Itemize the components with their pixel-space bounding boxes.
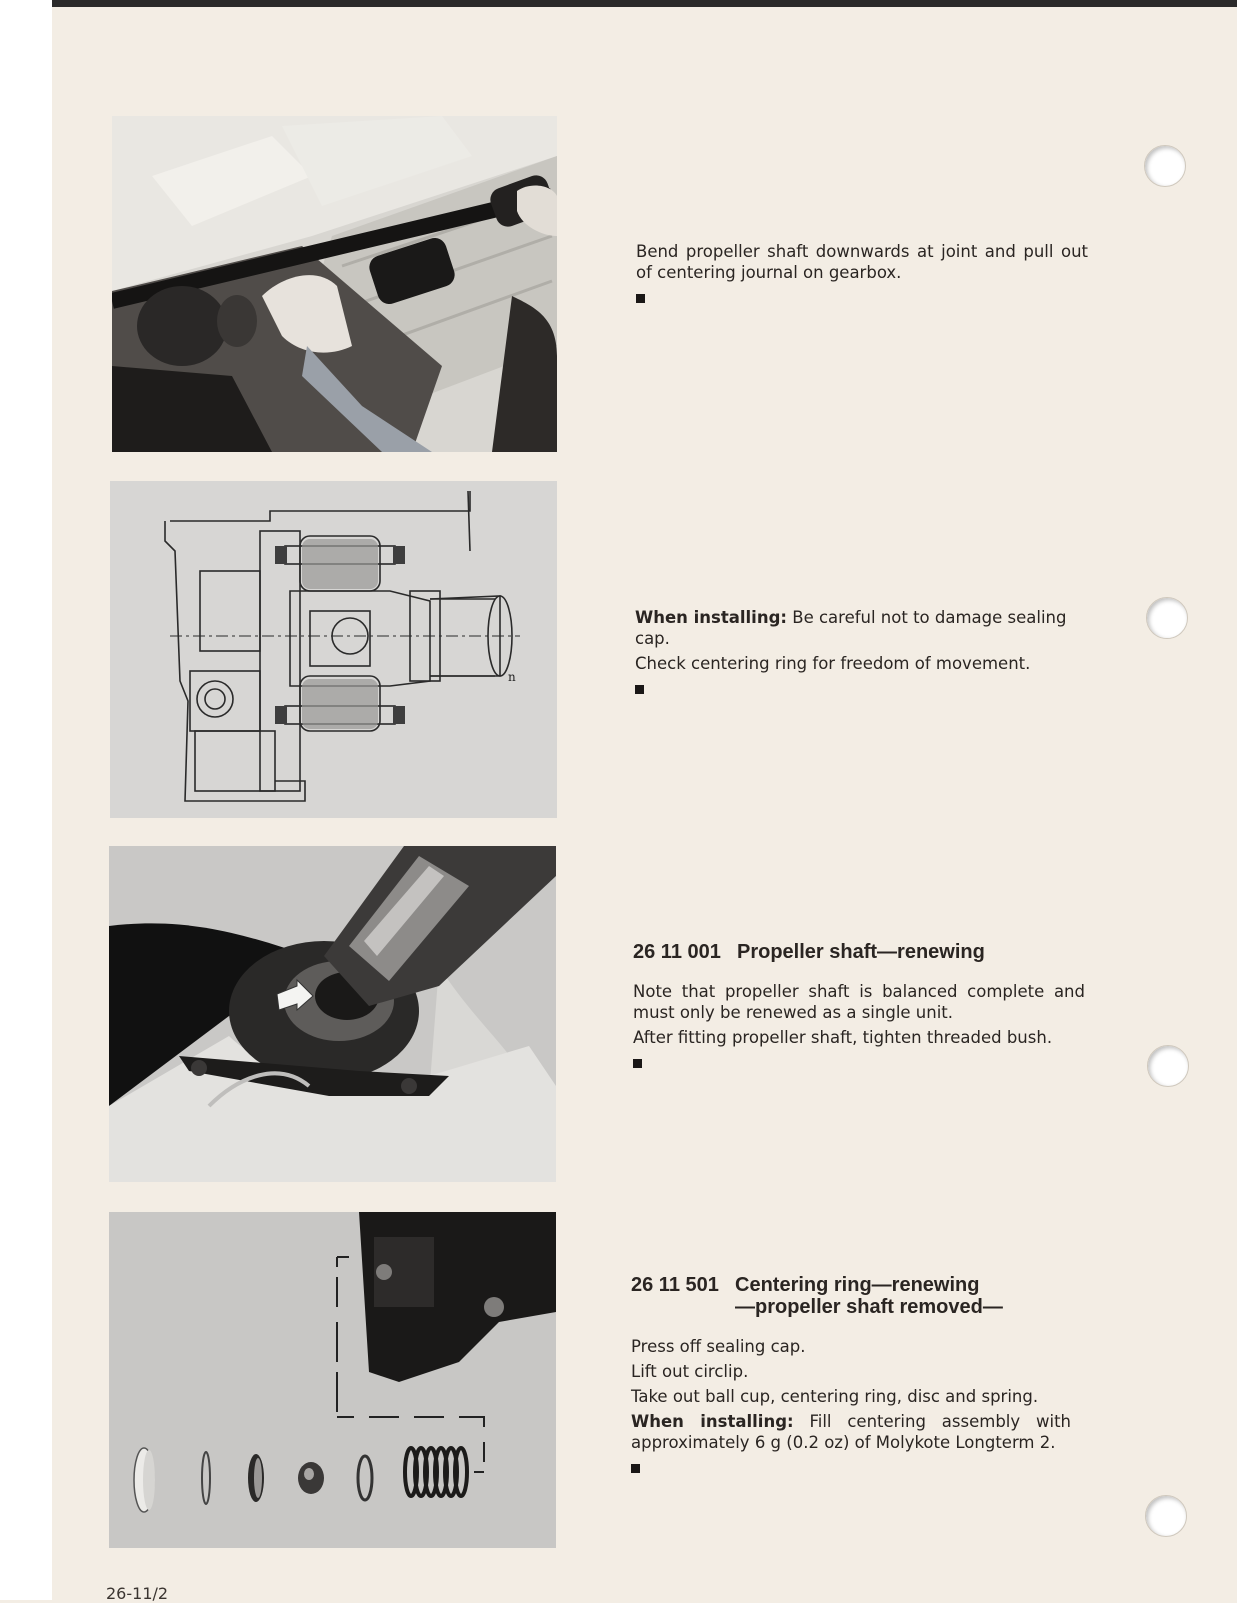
instruction-text: Note that propeller shaft is balanced complete and must only be renewed as a single unit. (633, 982, 1085, 1022)
punch-hole (1144, 145, 1186, 187)
section-centering-ring-renewing (631, 1274, 1091, 1478)
cross-section-drawing (110, 481, 557, 818)
section-heading (633, 941, 1093, 963)
instruction-text: Be careful not to damage sealing cap. (635, 608, 1067, 648)
instruction-text: Fill centering assembly with approximately 6 g (0.2 oz) of Molykote Longterm 2. (631, 1412, 1072, 1452)
punch-hole (1145, 1495, 1187, 1537)
section-installing-note (635, 607, 1087, 699)
top-edge (0, 0, 1237, 7)
section-heading (631, 1274, 1091, 1318)
end-mark (635, 685, 644, 694)
instruction-text: After fitting propeller shaft, tighten threaded bush. (633, 1028, 1053, 1047)
section-number: 26 11 001 (633, 941, 721, 963)
section-subtitle: —propeller shaft removed— (735, 1296, 1003, 1318)
photo-threaded-bush (109, 846, 556, 1182)
end-mark (631, 1464, 640, 1473)
section-title: Propeller shaft—renewing (737, 941, 985, 963)
punch-hole (1147, 1045, 1189, 1087)
page-number: 26-11/2 (106, 1584, 169, 1603)
step-text: Press off sealing cap. (631, 1337, 806, 1356)
instruction-text: Check centering ring for freedom of movement. (635, 654, 1031, 673)
end-mark (636, 294, 645, 303)
lead-label: When installing: (635, 608, 787, 627)
drawing-label: n (508, 670, 516, 684)
lead-label: When installing: (631, 1412, 794, 1431)
scan-margin (0, 0, 52, 1600)
step-text: Take out ball cup, centering ring, disc and spring. (631, 1387, 1039, 1406)
section-title: Centering ring—renewing (735, 1274, 980, 1296)
section-propeller-shaft-renewing (633, 941, 1093, 1073)
instruction-text: Bend propeller shaft downwards at joint and pull out of centering journal on gearbox. (636, 242, 1088, 282)
punch-hole (1146, 597, 1188, 639)
step-text: Lift out circlip. (631, 1362, 749, 1381)
section-shaft-removal (636, 241, 1088, 308)
photo-centering-parts (109, 1212, 556, 1548)
photo-shaft-removal (112, 116, 557, 452)
end-mark (633, 1059, 642, 1068)
section-number: 26 11 501 (631, 1274, 719, 1296)
